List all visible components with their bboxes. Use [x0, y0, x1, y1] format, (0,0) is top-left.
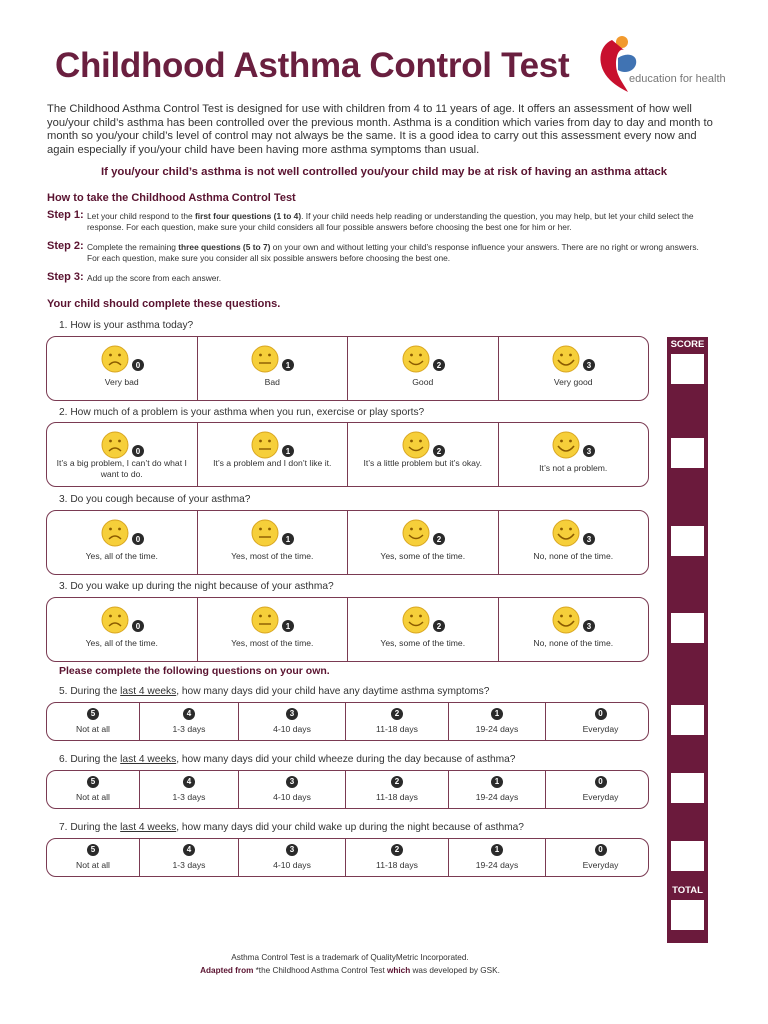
answer-option[interactable]: [347, 337, 498, 400]
day-option[interactable]: [238, 771, 345, 808]
day-option[interactable]: [545, 703, 655, 740]
day-label: 11-18 days: [376, 724, 418, 734]
answer-option[interactable]: [47, 337, 197, 400]
day-option[interactable]: [47, 839, 139, 876]
day-option[interactable]: [448, 703, 545, 740]
howto-heading: How to take the Childhood Asthma Control Test: [47, 192, 296, 204]
day-option[interactable]: [345, 839, 448, 876]
score-box-q4[interactable]: [671, 613, 704, 643]
day-label: 11-18 days: [376, 860, 418, 870]
education-for-health-logo: [594, 32, 734, 96]
answer-option[interactable]: [347, 511, 498, 574]
day-option[interactable]: [238, 839, 345, 876]
answer-label: No, none of the time.: [533, 638, 614, 648]
answer-label: It’s not a problem.: [539, 463, 608, 473]
neutral-face-icon: [248, 429, 296, 461]
score-badge: 1: [491, 776, 503, 788]
svg-text:0: 0: [135, 447, 140, 456]
svg-text:0: 0: [135, 361, 140, 370]
page-title: Childhood Asthma Control Test: [55, 46, 570, 85]
answer-label: Yes, all of the time.: [85, 638, 158, 648]
score-box-q5[interactable]: [671, 705, 704, 735]
day-label: 19-24 days: [475, 792, 519, 802]
score-badge: 0: [595, 708, 607, 720]
score-badge: 5: [87, 708, 99, 720]
question-4-text: 3. Do you wake up during the night because of your asthma?: [59, 581, 334, 592]
svg-text:1: 1: [286, 361, 291, 370]
score-badge: 2: [391, 844, 403, 856]
answer-label: No, none of the time.: [533, 551, 614, 561]
score-badge: 5: [87, 776, 99, 788]
answer-label: Bad: [264, 377, 280, 387]
score-badge: 0: [595, 776, 607, 788]
answer-option[interactable]: [498, 598, 649, 661]
day-option[interactable]: [345, 703, 448, 740]
neutral-face-icon: [248, 604, 296, 636]
score-badge: 4: [183, 708, 195, 720]
answer-label: It’s a little problem but it’s okay.: [363, 458, 482, 468]
smile-face-icon: [399, 429, 447, 461]
svg-text:2: 2: [436, 447, 441, 456]
score-box-q7[interactable]: [671, 841, 704, 871]
score-badge: 2: [391, 708, 403, 720]
smile-face-icon: [399, 343, 447, 375]
score-box-q2[interactable]: [671, 438, 704, 468]
day-label: 4-10 days: [273, 724, 311, 734]
answer-option[interactable]: [347, 598, 498, 661]
day-option[interactable]: [545, 839, 655, 876]
very-sad-face-icon: [98, 604, 146, 636]
neutral-face-icon: [248, 343, 296, 375]
day-option[interactable]: [545, 771, 655, 808]
answer-option[interactable]: [47, 598, 197, 661]
step-label: Step 3:: [47, 271, 84, 283]
total-score-box[interactable]: [671, 900, 704, 930]
big-smile-face-icon: [549, 429, 597, 461]
day-label: Not at all: [76, 860, 110, 870]
answer-label: Yes, most of the time.: [231, 638, 314, 648]
intro-paragraph: The Childhood Asthma Control Test is designed for use with children from 4 to 11 years of age. It offers an assessment of how well you/your child’s asthma has been controlled over the previous month. Asthma is a condition which varies from day to day and month to month so you/your child’s level of control may not always be the same. It is a good idea to carry out this assessment every now and again especially if you/your child have been having more asthma symptoms than usual.: [47, 103, 713, 156]
answer-label: Yes, all of the time.: [85, 551, 158, 561]
smile-face-icon: [399, 517, 447, 549]
day-option[interactable]: [139, 771, 238, 808]
question-5-text: 5. During the last 4 weeks, how many days did your child have any daytime asthma symptoms?: [59, 686, 490, 697]
score-badge: 3: [286, 776, 298, 788]
day-label: 4-10 days: [273, 860, 311, 870]
question-1-text: 1. How is your asthma today?: [59, 320, 194, 331]
child-section-heading: Your child should complete these questions.: [47, 298, 281, 310]
big-smile-face-icon: [549, 517, 597, 549]
answer-label: Yes, some of the time.: [380, 551, 466, 561]
score-column: [667, 337, 708, 943]
step-text: Complete the remaining three questions (5 to 7) on your own and without letting your child’s response influence your answers. There are no right or wrong answers. For each question, make sure you consider all six possible answers before choosing the best one.: [87, 242, 699, 263]
question-7-text: 7. During the last 4 weeks, how many days did your child wake up during the night because of asthma?: [59, 822, 524, 833]
day-option[interactable]: [238, 703, 345, 740]
big-smile-face-icon: [549, 604, 597, 636]
svg-text:2: 2: [436, 535, 441, 544]
day-label: 1-3 days: [172, 724, 206, 734]
svg-text:1: 1: [286, 535, 291, 544]
day-label: 4-10 days: [273, 792, 311, 802]
very-sad-face-icon: [98, 429, 146, 461]
step-label: Step 1:: [47, 209, 84, 221]
answer-option[interactable]: [347, 423, 498, 486]
question-5-options: [46, 702, 649, 741]
svg-text:3: 3: [587, 535, 592, 544]
score-badge: 3: [286, 844, 298, 856]
day-option[interactable]: [47, 771, 139, 808]
day-option[interactable]: [139, 839, 238, 876]
day-label: 1-3 days: [172, 860, 206, 870]
svg-text:3: 3: [587, 361, 592, 370]
score-box-q3[interactable]: [671, 526, 704, 556]
answer-option[interactable]: [197, 337, 348, 400]
answer-option[interactable]: [47, 423, 197, 486]
answer-label: Good: [412, 377, 434, 387]
answer-label: Yes, some of the time.: [380, 638, 466, 648]
answer-option[interactable]: [498, 423, 649, 486]
score-badge: 3: [286, 708, 298, 720]
warning-text: If you/your child’s asthma is not well controlled you/your child may be at risk of having an asthma attack: [100, 166, 668, 178]
svg-text:3: 3: [587, 447, 592, 456]
day-label: Everyday: [582, 724, 619, 734]
day-label: 19-24 days: [475, 860, 519, 870]
svg-text:2: 2: [436, 622, 441, 631]
score-box-q6[interactable]: [671, 773, 704, 803]
question-1-options: [46, 336, 649, 401]
answer-label: Very bad: [104, 377, 139, 387]
very-sad-face-icon: [98, 343, 146, 375]
answer-label: Very good: [553, 377, 593, 387]
day-label: Not at all: [76, 724, 110, 734]
answer-option[interactable]: [197, 511, 348, 574]
answer-label: It’s a big problem, I can’t do what I want to do.: [56, 458, 187, 479]
score-badge: 4: [183, 776, 195, 788]
logo-text: education for health: [629, 73, 726, 85]
day-label: Everyday: [582, 792, 619, 802]
neutral-face-icon: [248, 517, 296, 549]
footer-trademark: Asthma Control Test is a trademark of QualityMetric Incorporated.: [231, 953, 469, 962]
day-label: 19-24 days: [475, 724, 519, 734]
score-badge: 5: [87, 844, 99, 856]
answer-option[interactable]: [197, 423, 348, 486]
total-label: TOTAL: [672, 885, 703, 896]
score-badge: 4: [183, 844, 195, 856]
question-2-text: 2. How much of a problem is your asthma when you run, exercise or play sports?: [59, 407, 425, 418]
answer-label: It’s a problem and I don’t like it.: [213, 458, 332, 468]
question-6-text: 6. During the last 4 weeks, how many days did your child wheeze during the day because of asthma?: [59, 754, 516, 765]
svg-text:1: 1: [286, 622, 291, 631]
step-text: Add up the score from each answer.: [87, 273, 222, 283]
day-option[interactable]: [345, 771, 448, 808]
day-option[interactable]: [448, 839, 545, 876]
svg-text:0: 0: [135, 535, 140, 544]
day-label: Not at all: [76, 792, 110, 802]
score-badge: 1: [491, 844, 503, 856]
day-option[interactable]: [139, 703, 238, 740]
question-6-options: [46, 770, 649, 809]
score-badge: 1: [491, 708, 503, 720]
question-3-text: 3. Do you cough because of your asthma?: [59, 494, 251, 505]
day-label: Everyday: [582, 860, 619, 870]
very-sad-face-icon: [98, 517, 146, 549]
score-label: SCORE: [670, 339, 705, 350]
day-option[interactable]: [448, 771, 545, 808]
answer-option[interactable]: [197, 598, 348, 661]
score-badge: 2: [391, 776, 403, 788]
step-label: Step 2:: [47, 240, 84, 252]
answer-label: Yes, most of the time.: [231, 551, 314, 561]
score-badge: 0: [595, 844, 607, 856]
svg-text:0: 0: [135, 622, 140, 631]
answer-option[interactable]: [498, 337, 649, 400]
question-2-options: [46, 422, 649, 487]
day-label: 11-18 days: [376, 792, 418, 802]
footer-attribution: Adapted from *the Childhood Asthma Control Test which was developed by GSK.: [200, 966, 500, 975]
answer-option[interactable]: [498, 511, 649, 574]
svg-text:3: 3: [587, 622, 592, 631]
answer-option[interactable]: [47, 511, 197, 574]
question-3-options: [46, 510, 649, 575]
question-7-options: [46, 838, 649, 877]
day-option[interactable]: [47, 703, 139, 740]
svg-text:1: 1: [286, 447, 291, 456]
own-section-heading: Please complete the following questions on your own.: [59, 665, 330, 677]
smile-face-icon: [399, 604, 447, 636]
big-smile-face-icon: [549, 343, 597, 375]
svg-text:2: 2: [436, 361, 441, 370]
step-text: Let your child respond to the first four questions (1 to 4). If your child needs help reading or understanding the question, you may help, but let your child select the response. For each question, make sure your child considers all four possible answers before choosing the best one for him or her.: [87, 211, 694, 232]
day-label: 1-3 days: [172, 792, 206, 802]
question-4-options: [46, 597, 649, 662]
score-box-q1[interactable]: [671, 354, 704, 384]
